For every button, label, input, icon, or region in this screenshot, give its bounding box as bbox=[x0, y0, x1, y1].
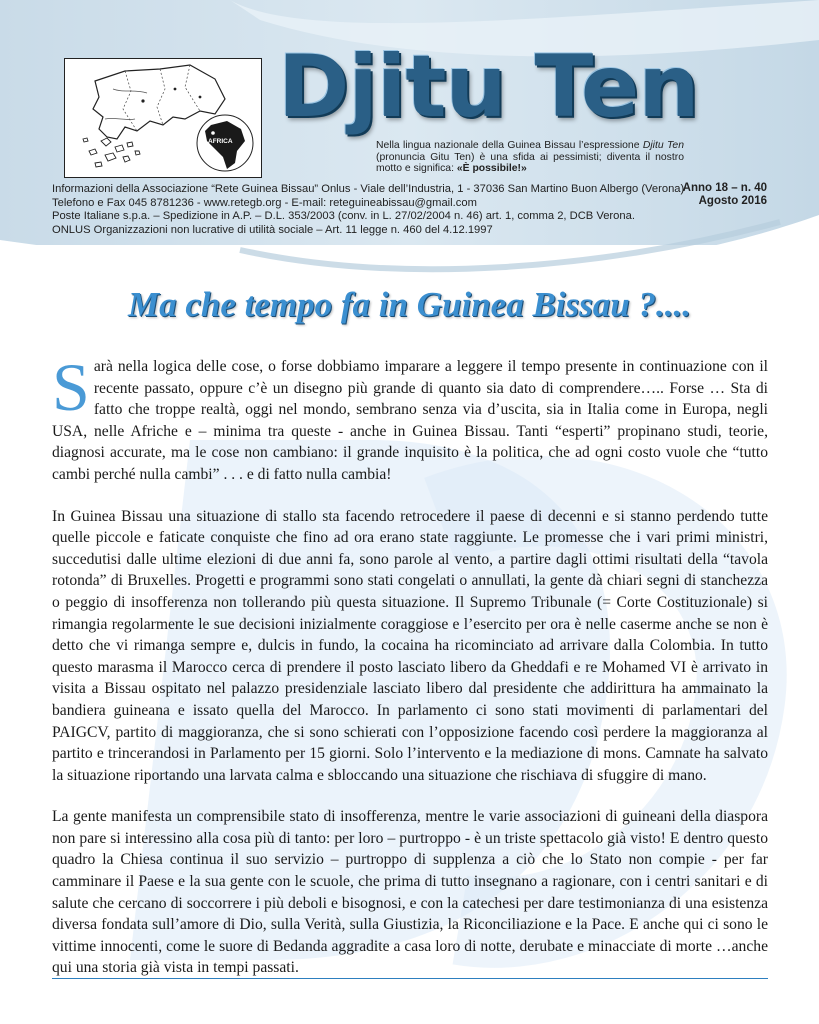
issue-date: Agosto 2016 bbox=[698, 195, 767, 207]
info-line-address: Informazioni della Associazione “Rete Guinea Bissau” Onlus - Viale dell’Industria, 1 - 37036 San Martino Buon Albergo (Verona) bbox=[52, 183, 685, 195]
article-body bbox=[52, 349, 768, 999]
article-title: Ma che tempo fa in Guinea Bissau ?.... bbox=[128, 285, 691, 324]
info-line-postal: Poste Italiane s.p.a. – Spedizione in A.P. – D.L. 353/2003 (conv. in L. 27/02/2004 n. 46) art. 1, comma 2, DCB Verona. bbox=[52, 210, 635, 223]
paragraph-3: La gente manifesta un comprensibile stato di insofferenza, mentre le varie associazioni di guineani della diaspora non pare si interessino alla cosa più di tanto: per loro – purtroppo - è un triste spettacolo già visto! E dentro questo quadro la Chiesa continua il suo servizio – purtroppo di supplenza a ciò che lo Stato non compie - per far camminare il Paese e la sua gente con le scuole, che prima di tutto insegnano a ragionare, con i centri sanitari e di salute che cercano di soccorrere i più deboli e bisognosi, e con la catechesi per dare testimonianza di una esistenza diversa fondata sull’amore di Dio, sulla Verità, sulla Giustizia, la Riconciliazione e la Pace. E anche qui ci sono le vittime innocenti, come le suore di Bedanda aggradite a casa loro di notte, derubate e minacciate di morte …anche qui una storia già vista in tempi passati. bbox=[52, 808, 768, 977]
paragraph-2: In Guinea Bissau una situazione di stallo sta facendo retrocedere il paese di decenni e si stanno perdendo tutte quelle piccole e faticate conquiste che fino ad ora erano state raggiunte. Le promesse che i vari primi ministri, succedutisi dalle ultime elezioni di due anni fa, sono parole al vento, a partire dagli ottimi risultati della “tavola rotonda” di Bruxelles. Progetti e programmi sono stati congelati o annullati, la gente dà chiari segni di stanchezza o peggio di insofferenza non tollerando più questa situazione. Il Supremo Tribunale (= Corte Costituzionale) si rimangia regolarmente le sue decisioni inizialmente coraggiose e l’esercito per ora è nelle caserme anche se non è detto che vi rimanga sempre e, dulcis in fundo, la cocaina ha ricominciato ad arrivare dalla Colombia. In tutto questo marasma il Marocco cerca di prendere il posto lasciato libero da Gheddafi e re Mohamed VI è arrivato in visita a Bissau ospitato nel palazzo presidenziale lasciato libero dal presidente che addirittura ha ammainato la bandiera guineana e issato quella del Marocco. In parlamento ci sono stati movimenti di parlamentari del PAIGCV, partito di maggioranza, che si sono schierati con l’opposizione facendo così perdere la maggioranza al partito e trincerandosi in Parlamento per 15 giorni. Solo l’intervento e la mediazione di mons. Camnate ha salvato la situazione riportando una larvata calma e sbloccando una situazione che rischiava di sfuggire di mano. bbox=[52, 507, 768, 784]
paragraph-1 bbox=[52, 349, 768, 486]
motto-slogan: «È possibile!» bbox=[456, 163, 527, 174]
issue-info bbox=[683, 182, 767, 208]
motto-text-start: Nella lingua nazionale della Guinea Bissau l’espressione bbox=[376, 140, 643, 151]
masthead-title: Djitu Ten bbox=[278, 37, 699, 137]
africa-label: AFRICA bbox=[208, 138, 233, 145]
guinea-bissau-map bbox=[64, 58, 262, 178]
association-info bbox=[52, 183, 685, 237]
bottom-divider bbox=[52, 978, 768, 979]
info-line-onlus: ONLUS Organizzazioni non lucrative di utilità sociale – Art. 11 legge n. 460 del 4.12.1997 bbox=[52, 223, 493, 236]
masthead-motto bbox=[376, 140, 684, 175]
motto-text-middle: (pronuncia Gitu Ten) è una sfida ai pessimisti; diventa il nostro motto e significa: bbox=[376, 151, 684, 174]
paragraph-1-text: arà nella logica delle cose, o forse dobbiamo imparare a leggere il tempo presente in continuazione con il recente passato, oppure c’è un disegno più grande di quanto sia dato di comprendere….. Forse … Sta di fatto che troppe realtà, oggi nel mondo, sembrano senza via d’uscita, sia in Italia come in Europa, negli USA, nelle Afriche e – minima tra queste - anche in Guinea Bissau. Tanti “esperti” propinano studi, teorie, diagnosi accurate, ma le cose non cambiano: il grande inquisito è la politica, che ad ogni costo vuole che “tutto cambi perché nulla cambi” . . . e di fatto nulla cambia! bbox=[52, 358, 768, 483]
map-icon bbox=[65, 59, 261, 177]
drop-cap: S bbox=[52, 349, 90, 425]
issue-number: Anno 18 – n. 40 bbox=[682, 182, 767, 194]
info-line-contacts: Telefono e Fax 045 8781236 - www.retegb.org - E-mail: reteguineabissau@gmail.com bbox=[52, 196, 477, 209]
motto-term: Djitu Ten bbox=[642, 140, 684, 151]
